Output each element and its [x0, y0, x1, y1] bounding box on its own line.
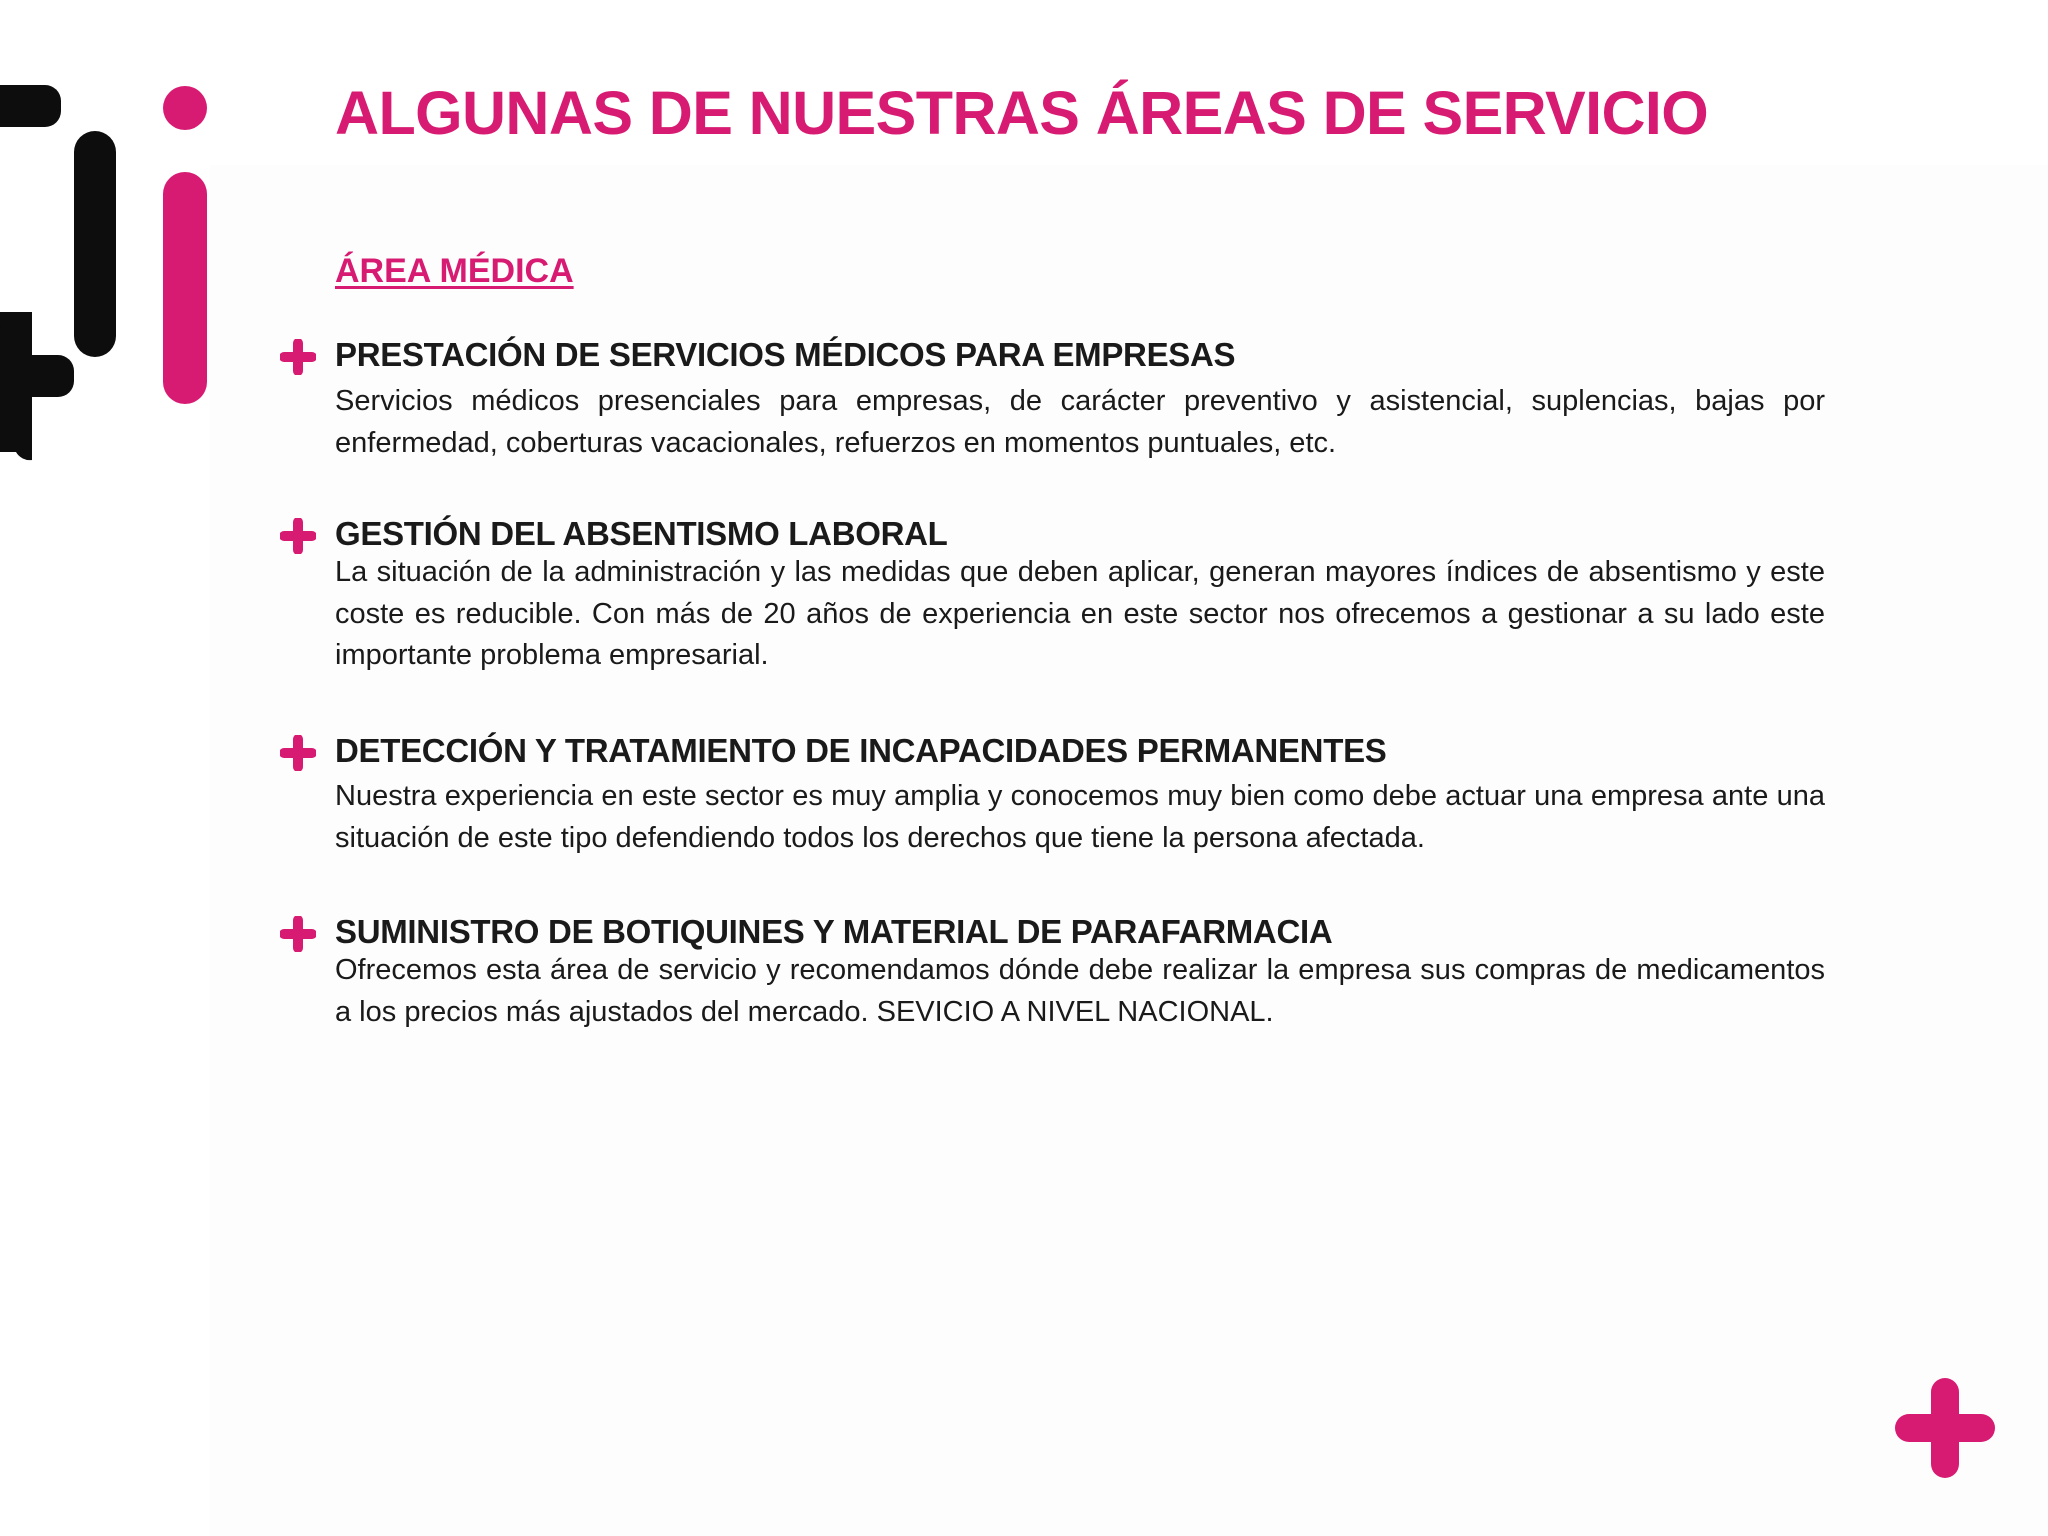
page-title: ALGUNAS DE NUESTRAS ÁREAS DE SERVICIO	[335, 79, 1709, 147]
brand-logo-icon	[0, 0, 230, 470]
service-item-title: GESTIÓN DEL ABSENTISMO LABORAL	[335, 515, 948, 552]
plus-icon	[280, 916, 316, 952]
service-item-title: PRESTACIÓN DE SERVICIOS MÉDICOS PARA EMPRESAS	[335, 336, 1236, 373]
plus-icon	[280, 735, 316, 771]
service-item-title: DETECCIÓN Y TRATAMIENTO DE INCAPACIDADES PERMANENTES	[335, 732, 1387, 769]
service-item	[335, 729, 1825, 859]
service-item	[335, 910, 1825, 1033]
section-heading: ÁREA MÉDICA	[335, 252, 574, 290]
service-item-description: Ofrecemos esta área de servicio y recomendamos dónde debe realizar la empresa sus compras de medicamentos a los precios más ajustados del mercado. SEVICIO A NIVEL NACIONAL.	[335, 954, 1825, 1028]
plus-icon	[280, 518, 316, 554]
service-item-description: Nuestra experiencia en este sector es muy amplia y conocemos muy bien como debe actuar una empresa ante una situación de este tipo defendiendo todos los derechos que tiene la persona afectada.	[335, 780, 1825, 854]
service-item-title: SUMINISTRO DE BOTIQUINES Y MATERIAL DE PARAFARMACIA	[335, 913, 1333, 950]
service-item	[335, 512, 1825, 677]
service-item	[335, 333, 1825, 464]
service-item-description: La situación de la administración y las medidas que deben aplicar, generan mayores índices de absentismo y este coste es reducible. Con más de 20 años de experiencia en este sector nos ofrecemos a gestionar a su lado este importante problema empresarial.	[335, 556, 1825, 671]
corner-plus-icon	[1895, 1378, 1995, 1478]
service-item-description: Servicios médicos presenciales para empresas, de carácter preventivo y asistencial, suplencias, bajas por enfermedad, coberturas vacacionales, refuerzos en momentos puntuales, etc.	[335, 385, 1825, 459]
plus-icon	[280, 339, 316, 375]
